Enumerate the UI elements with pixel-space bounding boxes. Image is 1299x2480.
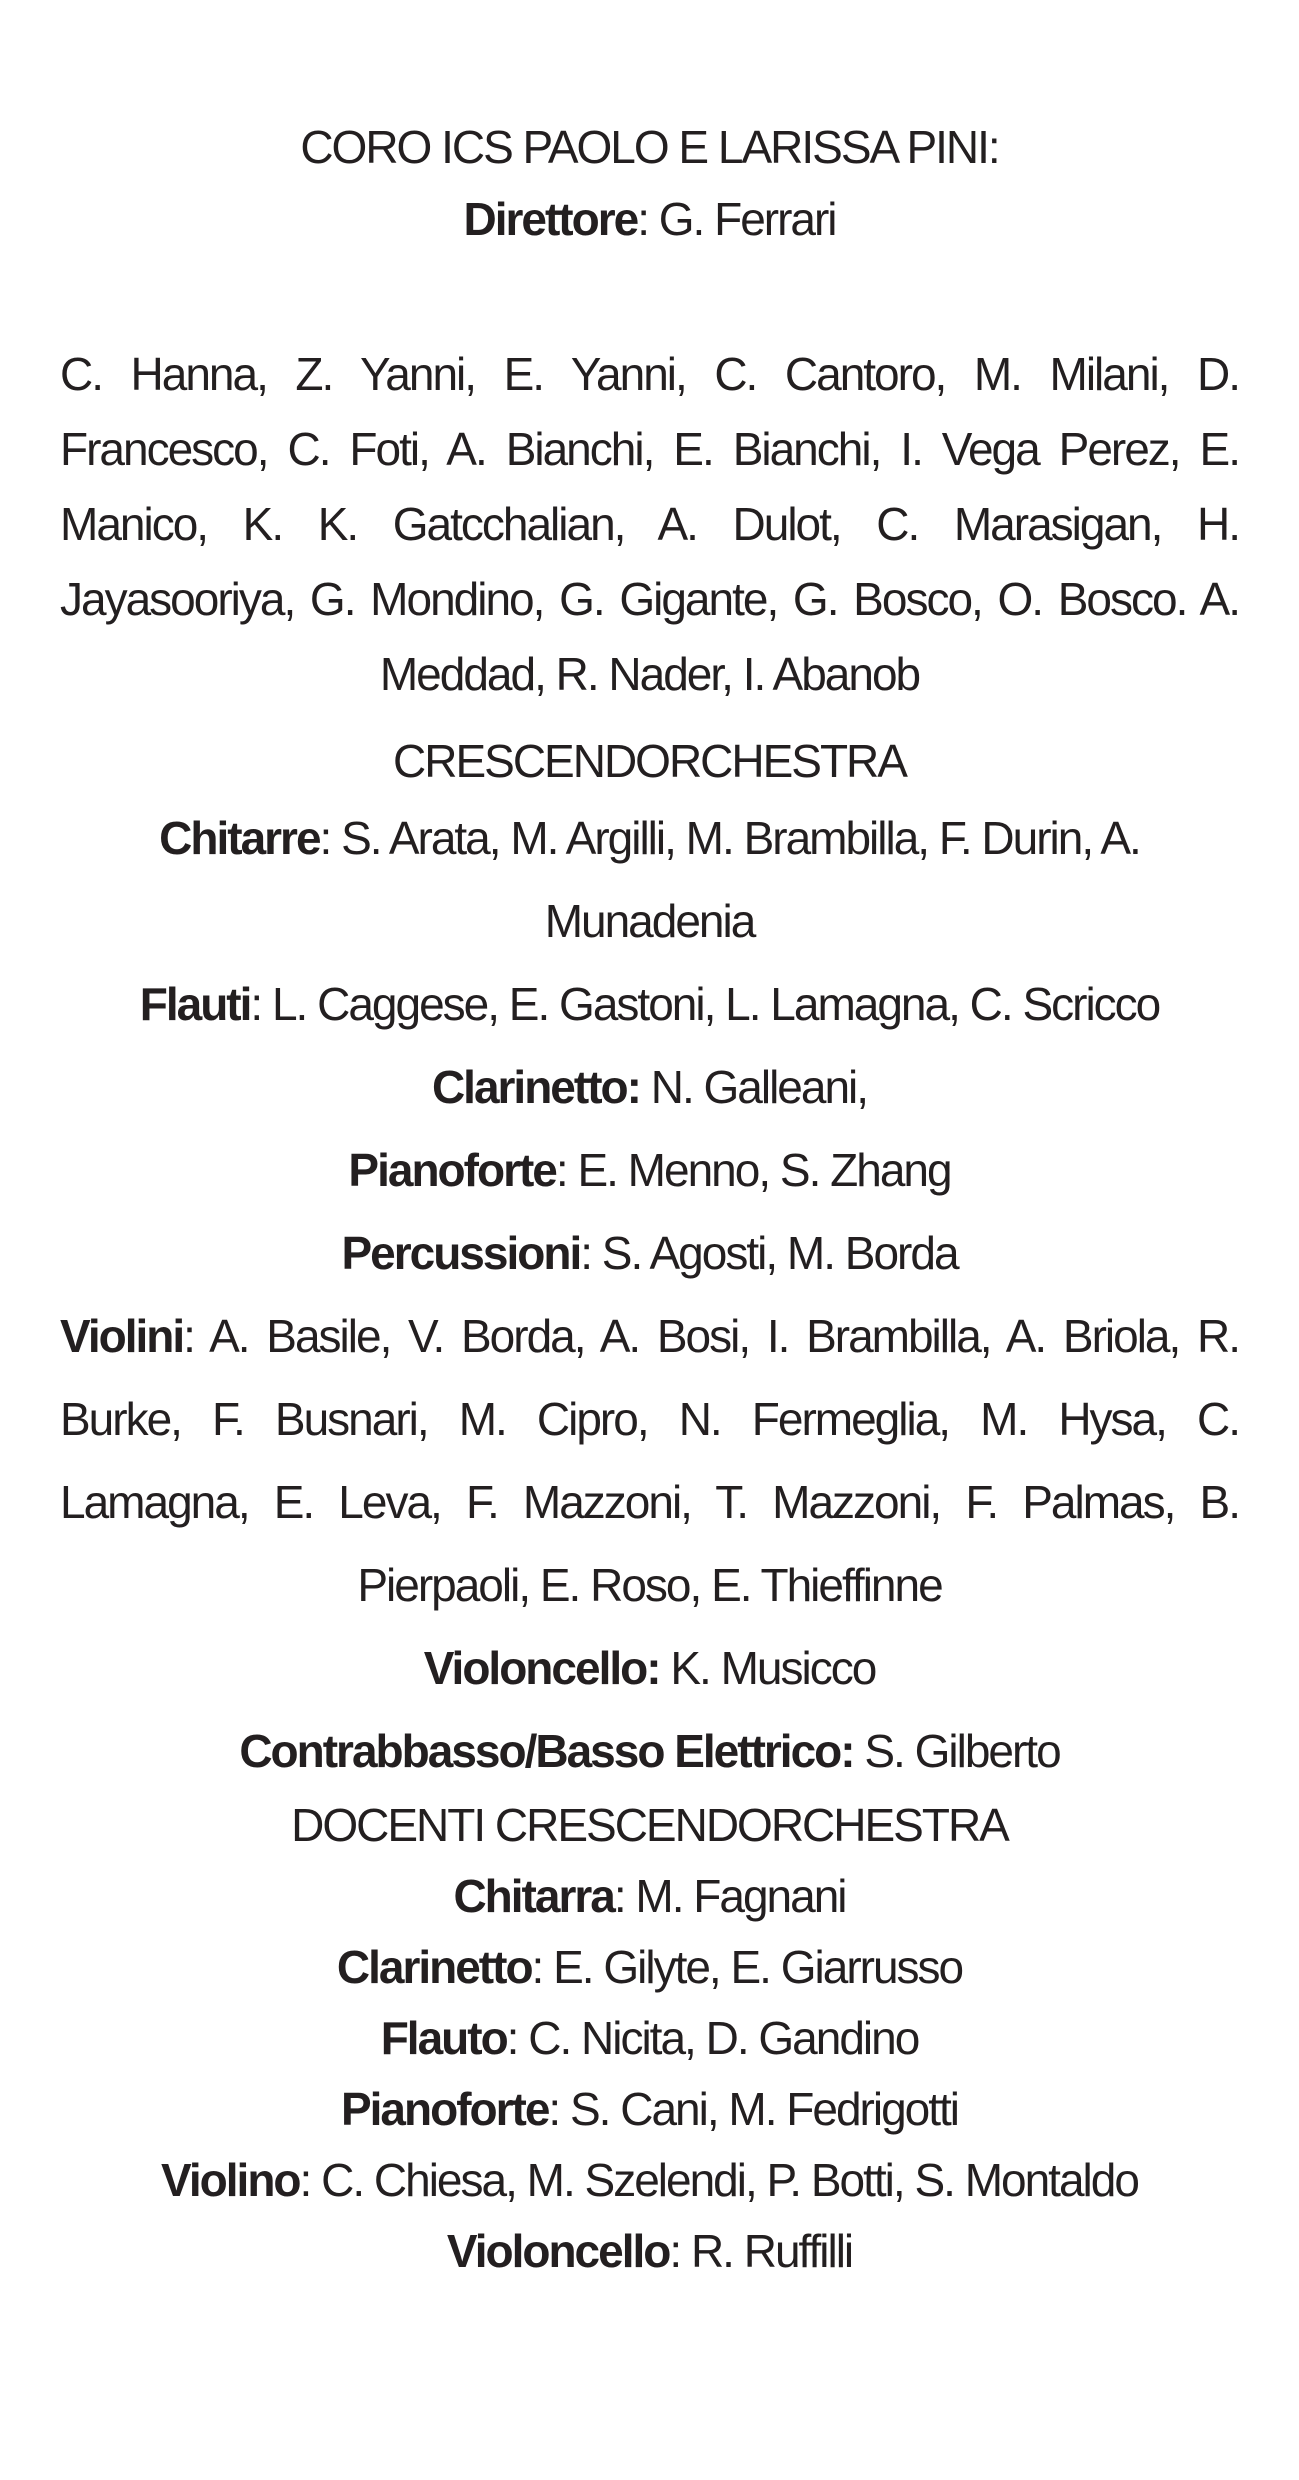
coro-title-text: CORO ICS PAOLO E LARISSA PINI (300, 121, 988, 173)
role-label: Direttore (463, 193, 638, 245)
docenti-row-flauto (60, 2003, 1239, 2074)
orchestra-title: CRESCENDORCHESTRA (393, 735, 906, 787)
orchestra-row-violini (60, 1295, 1239, 1627)
coro-director-line (60, 183, 1239, 255)
role-label: Pianoforte (340, 2083, 549, 2135)
role-separator (640, 1061, 651, 1113)
member-names: G. Ferrari (658, 193, 836, 245)
docenti-row-violino (60, 2145, 1239, 2216)
member-names: C. Chiesa, M. Szelendi, P. Botti, S. Montaldo (321, 2154, 1138, 2206)
docenti-section (60, 1790, 1239, 2287)
member-names: L. Caggese, E. Gastoni, L. Lamagna, C. Scricco (271, 978, 1160, 1030)
orchestra-row-flauti (60, 963, 1239, 1046)
member-names: N. Galleani, (650, 1061, 868, 1113)
role-separator: : (613, 1870, 636, 1922)
orchestra-row-contrabbasso (60, 1710, 1239, 1793)
orchestra-row-percussioni (60, 1212, 1239, 1295)
coro-members: C. Hanna, Z. Yanni, E. Yanni, C. Cantoro, M. Milani, D. Francesco, C. Foti, A. Bianchi, E. Bianchi, I. Vega Perez, E. Manico, K. K. Gatcchalian, A. Dulot, C. Marasigan, H. Jayasooriya, G. Mondino, G. Gigante, G. Bosco, O. Bosco. A. Meddad, R. Nader, I. Abanob (60, 348, 1239, 700)
role-label: Violoncello: (423, 1642, 660, 1694)
role-label: Clarinetto (336, 1941, 532, 1993)
docenti-row-pianoforte (60, 2074, 1239, 2145)
docenti-row-clarinetto (60, 1932, 1239, 2003)
role-separator: : (580, 1227, 602, 1279)
role-label: Clarinetto: (431, 1061, 640, 1113)
member-names: E. Gilyte, E. Giarrusso (553, 1941, 963, 1993)
role-separator (660, 1642, 671, 1694)
role-label: Contrabbasso/Basso Elettrico: (239, 1725, 854, 1777)
member-names: S. Gilberto (864, 1725, 1060, 1777)
role-label: Pianoforte (348, 1144, 556, 1196)
orchestra-section (60, 725, 1239, 1793)
docenti-title: DOCENTI CRESCENDORCHESTRA (291, 1799, 1008, 1851)
docenti-row-violoncello (60, 2216, 1239, 2287)
role-label: Violino (161, 2154, 300, 2206)
role-label: Flauti (139, 978, 251, 1030)
member-names: K. Musicco (670, 1642, 876, 1694)
member-names: S. Arata, M. Argilli, M. Brambilla, F. Durin, A. Munadenia (341, 812, 1140, 947)
coro-members-block (60, 337, 1239, 712)
role-separator: : (250, 978, 272, 1030)
member-names: M. Fagnani (635, 1870, 846, 1922)
orchestra-row-chitarre (60, 797, 1239, 963)
member-names: C. Nicita, D. Gandino (528, 2012, 919, 2064)
docenti-row-chitarra (60, 1861, 1239, 1932)
role-separator (854, 1725, 865, 1777)
role-separator: : (637, 193, 659, 245)
orchestra-row-clarinetto (60, 1046, 1239, 1129)
member-names: S. Agosti, M. Borda (601, 1227, 958, 1279)
coro-title (60, 111, 1239, 183)
role-label: Flauto (380, 2012, 507, 2064)
coro-section (60, 111, 1239, 255)
role-label: Violoncello (446, 2225, 670, 2277)
role-label: Violini (60, 1310, 184, 1362)
role-separator: : (183, 1310, 210, 1362)
coro-title-suffix: : (987, 121, 999, 173)
role-separator: : (299, 2154, 322, 2206)
role-separator: : (669, 2225, 691, 2277)
role-label: Percussioni (341, 1227, 581, 1279)
member-names: S. Cani, M. Fedrigotti (569, 2083, 959, 2135)
member-names: R. Ruffilli (690, 2225, 853, 2277)
orchestra-row-violoncello (60, 1627, 1239, 1710)
role-separator: : (319, 812, 342, 864)
orchestra-row-pianoforte (60, 1129, 1239, 1212)
role-label: Chitarre (159, 812, 320, 864)
role-label: Chitarra (453, 1870, 614, 1922)
role-separator: : (506, 2012, 529, 2064)
member-names: E. Menno, S. Zhang (577, 1144, 951, 1196)
role-separator: : (548, 2083, 570, 2135)
role-separator: : (555, 1144, 578, 1196)
member-names: A. Basile, V. Borda, A. Bosi, I. Brambilla, A. Briola, R. Burke, F. Busnari, M. Cipro, N. Fermeglia, M. Hysa, C. Lamagna, E. Leva, F. Mazzoni, T. Mazzoni, F. Palmas, B. Pierpaoli, E. Roso, E. Thieffinne (60, 1310, 1239, 1611)
role-separator: : (531, 1941, 554, 1993)
